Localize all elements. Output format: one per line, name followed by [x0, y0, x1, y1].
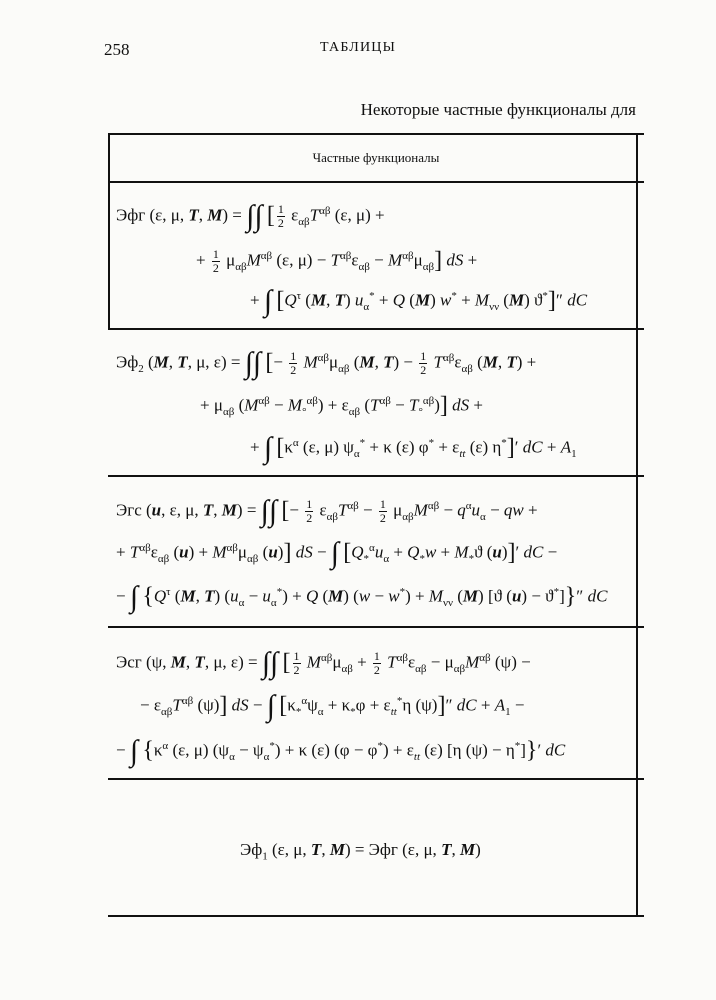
formula-line: Эфг (ε, μ, T, M) = ∫∫ [ $\frac{1}{2}$ $\varepsilon_{\alpha\beta}T^{\alpha\beta}$ (ε, μ) +	[116, 199, 385, 233]
running-head: ТАБЛИЦЫ	[320, 40, 396, 55]
formula-line: Эгс (u, ε, μ, T, M) = ∫∫ [− $\frac{1}{2}$ $\varepsilon_{\alpha\beta}T^{\alpha\beta}$ − $\frac{1}{2}$ $\mu_{\alpha\beta}M^{\alpha\beta} - q^\alpha u_\alpha$ − qw +	[116, 494, 538, 528]
formula-line: + ∫ [$\kappa^\alpha$ (ε, μ) $\psi_\alpha^* + \kappa$ (ε) $\varphi^* + \varepsilon_{tt}$ (ε) η*]′ dC + $A_1$	[250, 431, 577, 465]
row-divider	[108, 475, 644, 477]
row-divider	[108, 778, 644, 780]
formula-line: Эсг (ψ, M, T, μ, ε) = ∫∫ [ $\frac{1}{2}$ $M^{\alpha\beta}\mu_{\alpha\beta}$ + $\frac{1}{2}$ $T^{\alpha\beta}\varepsilon_{\alpha\beta} - \mu_{\alpha\beta}M^{\alpha\beta}$ (ψ) −	[116, 646, 531, 680]
formula-line: + $\frac{1}{2}$ $\mu_{\alpha\beta}M^{\alpha\beta}$ (ε, $\mu) - T^{\alpha\beta}\varepsilon_{\alpha\beta} - M^{\alpha\beta}\mu_{\alpha\beta}$] dS +	[196, 247, 478, 275]
header-bottom-rule	[108, 181, 644, 183]
page-number: 258	[104, 40, 130, 59]
row-divider	[108, 328, 644, 330]
formula-line: − $\varepsilon_{\alpha\beta}T^{\alpha\beta}$ (ψ)] dS − ∫ [$\kappa_*^\alpha\psi_\alpha + \kappa_*\varphi + \varepsilon_{tt}^*\eta$ (ψ)]″ dC + $A_1$ −	[140, 689, 525, 723]
formula-line: $Эф_2$ (M, T, μ, ε) = ∫∫ [− $\frac{1}{2}$ $M^{\alpha\beta}\mu_{\alpha\beta}$ (M, T) − $\frac{1}{2}$ $T^{\alpha\beta}\varepsilon_{\alpha\beta}$ (M, T) +	[116, 346, 537, 380]
table-right-rule	[636, 133, 638, 915]
formula-line: + $T^{\alpha\beta}\varepsilon_{\alpha\beta}$ $(u) + M^{\alpha\beta}\mu_{\alpha\beta}$ (u)] dS − ∫ [$Q_*^\alpha u_\alpha + Q_*w + M_*ϑ$ (u)]′ dC −	[116, 536, 558, 570]
column-header: Частные функционалы	[312, 150, 440, 165]
formula-line: + ∫ [$Q^\tau$ (M, T) $u_\alpha^* + Q$ (M) $w^* + M_{\nu\nu}$ (M) ϑ*]″ dC	[250, 284, 588, 318]
table-caption: Некоторые частные функционалы для	[360, 100, 636, 119]
formula-line: $Эф_1$ (ε, μ, T, M) = Эфг (ε, μ, T, M)	[240, 840, 481, 863]
table-top-rule	[108, 133, 644, 135]
formula-line: − ∫ {$Q^\tau$ (M, T) $(u_\alpha - u_\alpha^*) + Q$ (M) $(w - w^*) + M_{\nu\nu}$ (M) [ϑ (u) − ϑ*]}″ dC	[116, 580, 608, 614]
table-bottom-rule	[108, 915, 644, 917]
formula-line: + $\mu_{\alpha\beta}$ $(M^{\alpha\beta} - M^\circ^{\alpha\beta}) + \varepsilon_{\alpha\beta}$ $(T^{\alpha\beta} - T^\circ^{\alpha\beta})$] dS +	[200, 392, 483, 419]
row-divider	[108, 626, 644, 628]
formula-line: − ∫ {$\kappa^\alpha$ (ε, μ) $(\psi_\alpha - \psi_\alpha^*) + \kappa$ (ε) $(\varphi - \varphi^*) + \varepsilon_{tt}$ (ε) [η (ψ) − η*]}′ dC	[116, 734, 566, 768]
